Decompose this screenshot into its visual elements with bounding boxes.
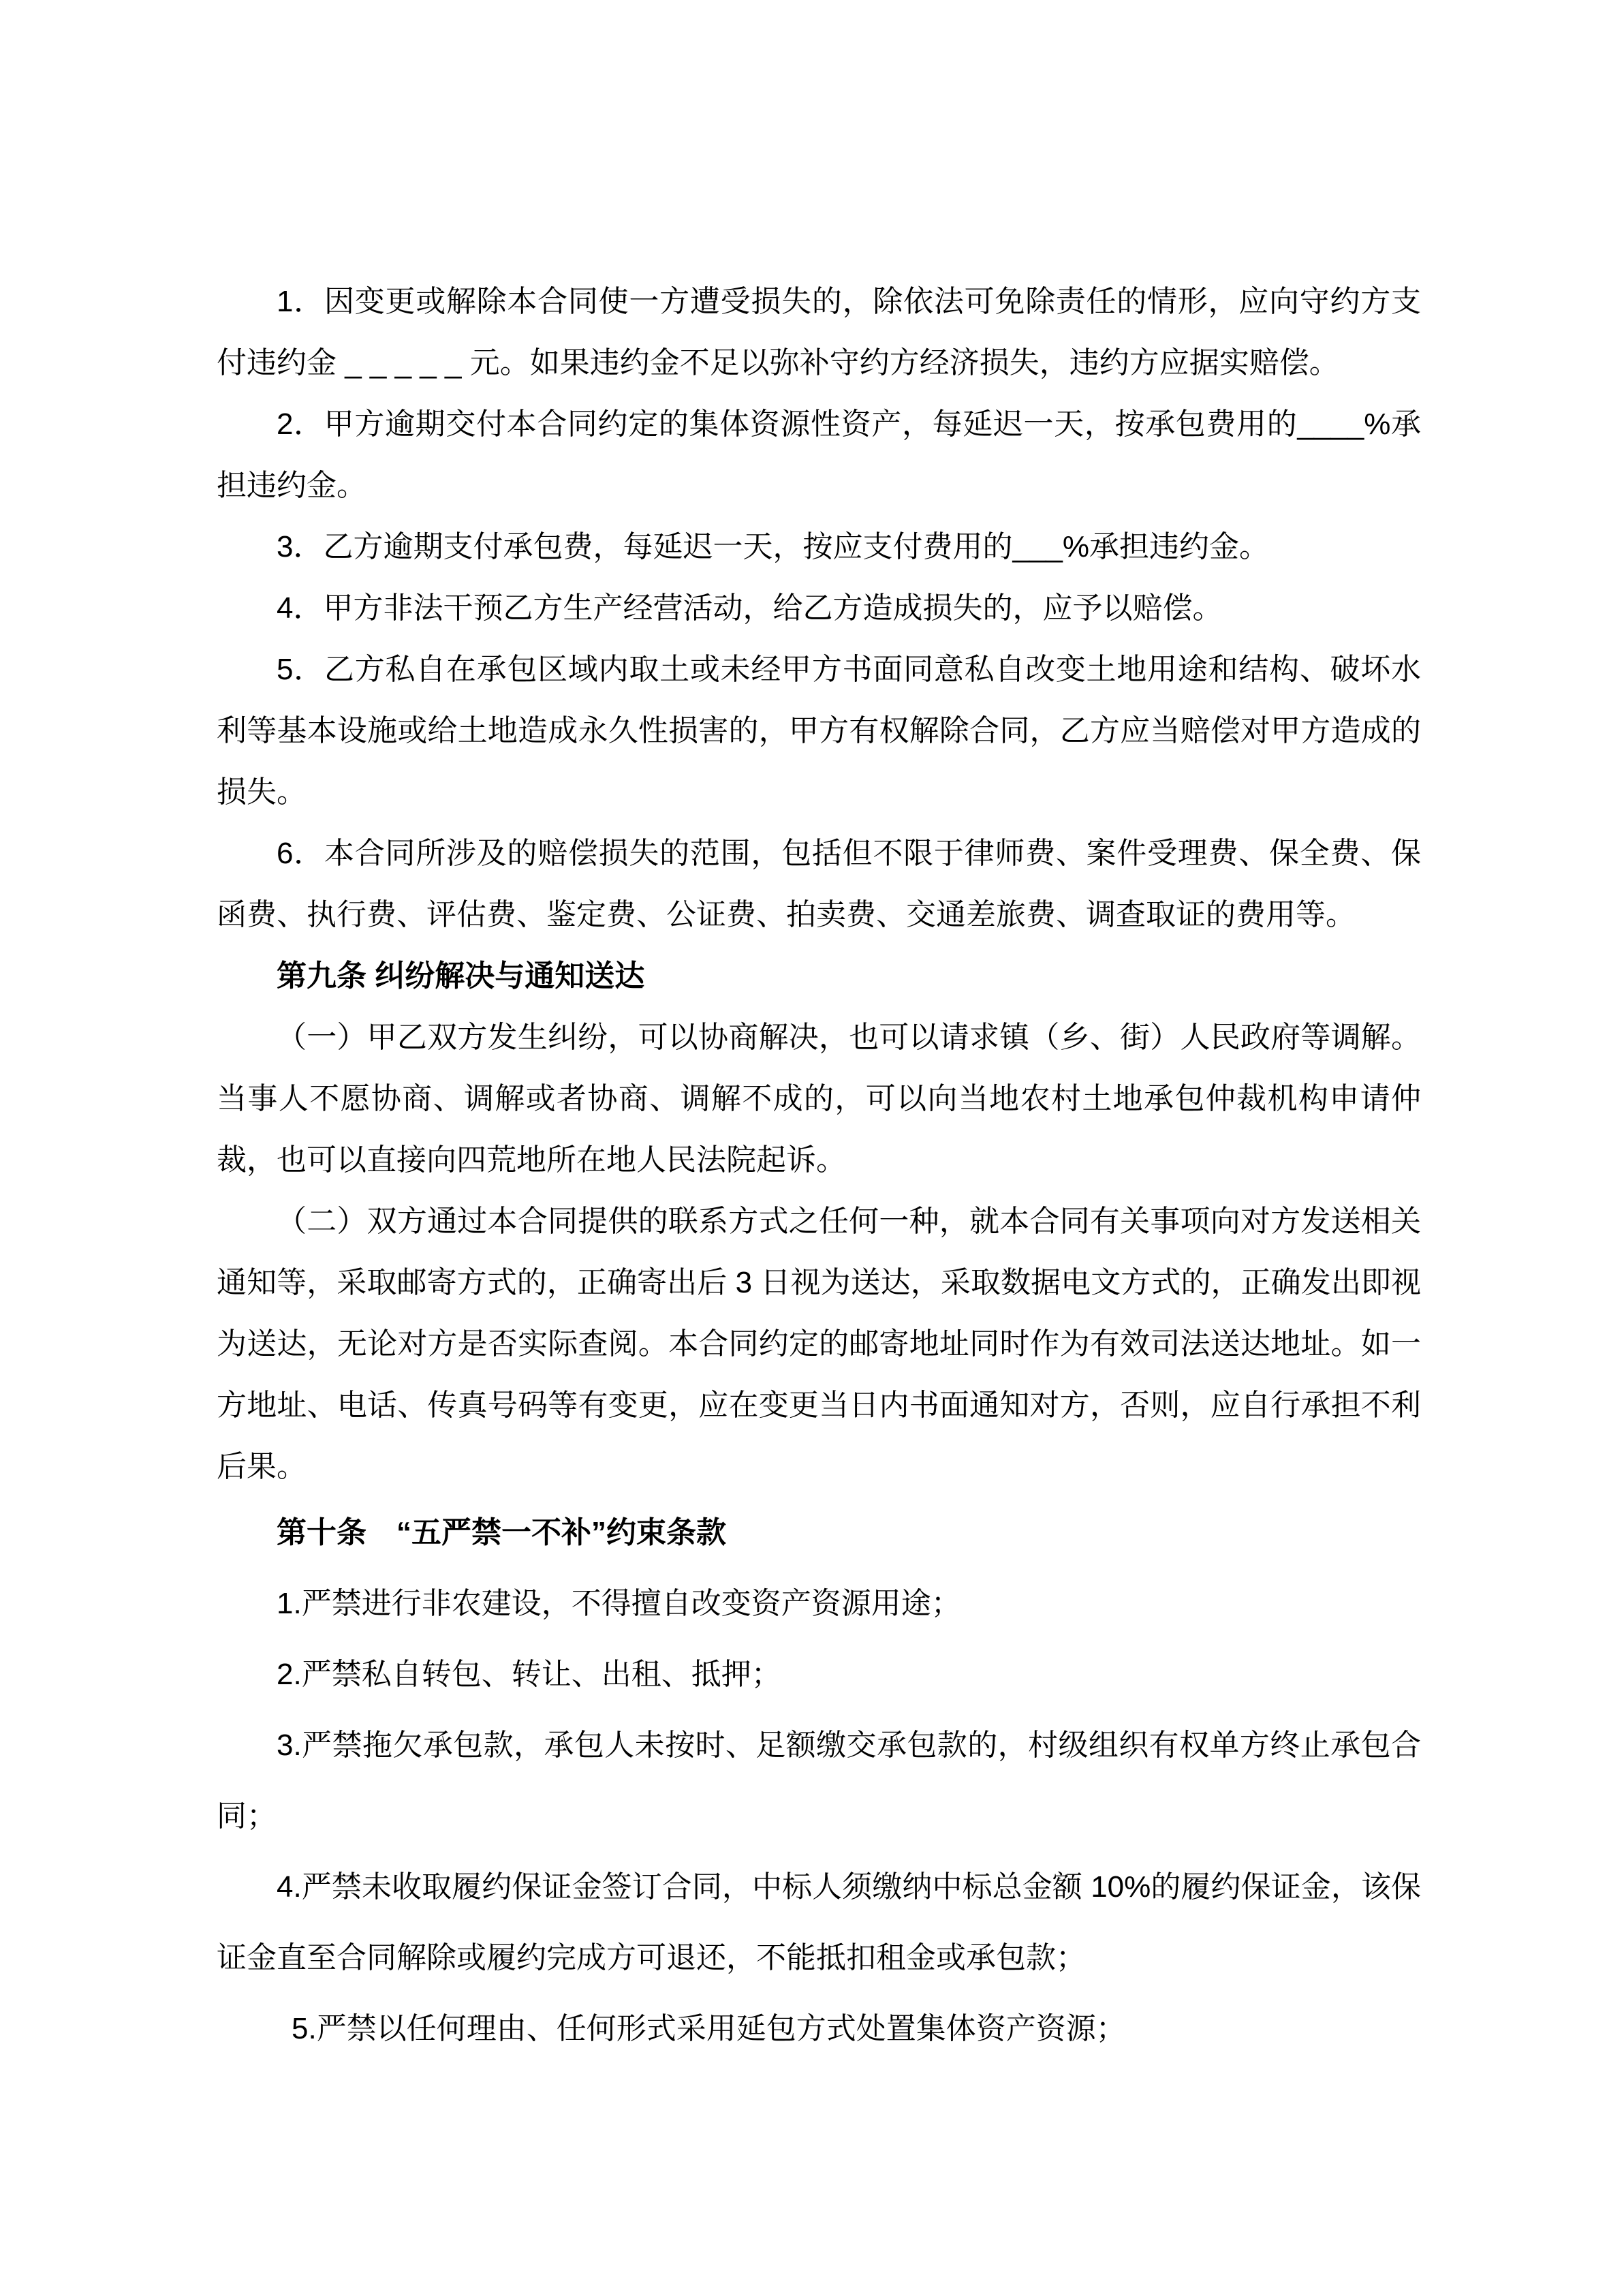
clause-paragraph: 1.严禁进行非农建设，不得擅自改变资产资源用途；: [277, 1587, 961, 1620]
clause-paragraph: 3．乙方逾期支付承包费，每延迟一天，按应支付费用的___%承担违约金。: [277, 530, 1270, 563]
clause-paragraph: 3.严禁拖欠承包款，承包人未按时、足额缴交承包款的，村级组织有权单方终止承包合同；: [217, 1729, 1421, 1833]
section-heading: 第十条 “五严禁一不补”约束条款: [277, 1516, 726, 1549]
document-content: [217, 271, 1421, 2064]
clause-paragraph: 4.严禁未收取履约保证金签订合同，中标人须缴纳中标总金额 10%的履约保证金，该保证金直至合同解除或履约完成方可退还，不能抵扣租金或承包款；: [217, 1870, 1421, 1974]
clause-paragraph: 2.严禁私自转包、转让、出租、抵押；: [277, 1658, 781, 1691]
clause-paragraph: （二）双方通过本合同提供的联系方式之任何一种，就本合同有关事项向对方发送相关通知等，采取邮寄方式的，正确寄出后 3 日视为送达，采取数据电文方式的，正确发出即视为送达，无论对方是否实际查阅。本合同约定的邮寄地址同时作为有效司法送达地址。如一方地址、电话、传真号码等有变更，应在变更当日内书面通知对方，否则，应自行承担不利后果。: [217, 1205, 1421, 1483]
section-heading: 第九条 纠纷解决与通知送达: [277, 959, 645, 993]
clauses-part-two: [217, 1498, 1421, 2064]
clause-paragraph: 5.严禁以任何理由、任何形式采用延包方式处置集体资产资源；: [292, 2012, 1126, 2045]
clause-paragraph: 6．本合同所涉及的赔偿损失的范围，包括但不限于律师费、案件受理费、保全费、保函费、执行费、评估费、鉴定费、公证费、拍卖费、交通差旅费、调查取证的费用等。: [217, 837, 1421, 931]
clause-paragraph: 2．甲方逾期交付本合同约定的集体资源性资产，每延迟一天，按承包费用的____%承担违约金。: [217, 407, 1421, 502]
clause-paragraph: 1．因变更或解除本合同使一方遭受损失的，除依法可免除责任的情形，应向守约方支付违约金 _ _ _ _ _ 元。如果违约金不足以弥补守约方经济损失，违约方应据实赔偿。: [217, 285, 1421, 379]
clause-paragraph: 4．甲方非法干预乙方生产经营活动，给乙方造成损失的，应予以赔偿。: [277, 591, 1223, 625]
clauses-part-one: [217, 271, 1421, 1498]
clause-paragraph: （一）甲乙双方发生纠纷，可以协商解决，也可以请求镇（乡、街）人民政府等调解。当事人不愿协商、调解或者协商、调解不成的，可以向当地农村土地承包仲裁机构申请仲裁，也可以直接向四荒地所在地人民法院起诉。: [217, 1021, 1421, 1177]
clause-paragraph: 5．乙方私自在承包区域内取土或未经甲方书面同意私自改变土地用途和结构、破坏水利等基本设施或给土地造成永久性损害的，甲方有权解除合同，乙方应当赔偿对甲方造成的损失。: [217, 653, 1421, 809]
